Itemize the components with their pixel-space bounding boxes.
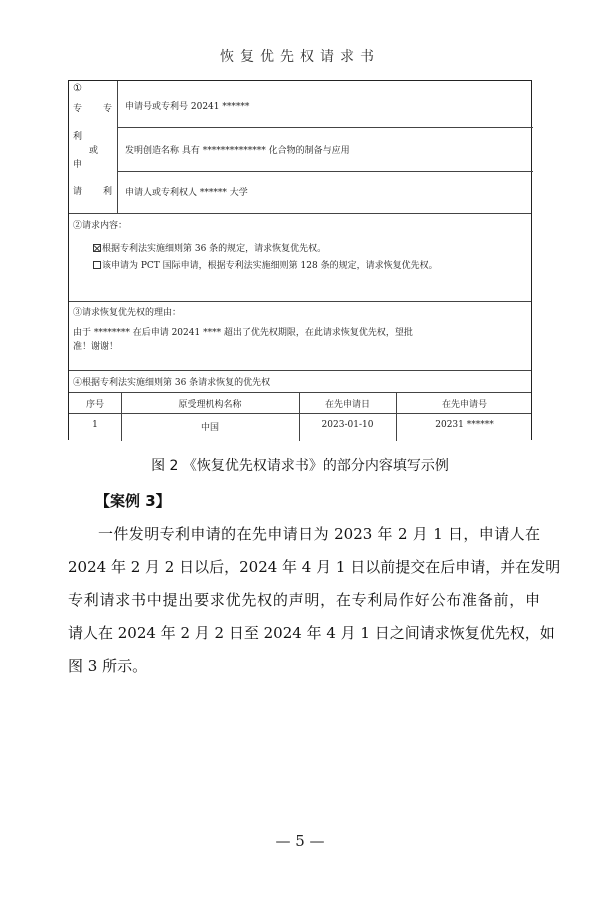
section4-heading: ④根据专利法实施细则第 36 条请求恢复的优先权 xyxy=(73,378,271,388)
table-header-cell: 在先申请日 xyxy=(324,400,370,410)
paragraph-line: 2024 年 2 月 2 日以后，2024 年 4 月 1 日以前提交在后申请，并在发明 xyxy=(68,558,561,576)
section-divider xyxy=(69,213,531,214)
table-cell: 2023-01-10 xyxy=(321,420,374,430)
checked-box-icon xyxy=(93,244,101,252)
section3-heading: ③请求恢复优先权的理由： xyxy=(73,308,182,318)
option-label: 根据专利法实施细则第 36 条的规定，请求恢复优先权。 xyxy=(102,244,327,254)
patent-number-field: 申请号或专利号 20241 ****** xyxy=(125,102,250,112)
table-cell: 中国 xyxy=(200,423,219,433)
table-header-cell: 原受理机构名称 xyxy=(178,400,242,410)
table-header-divider xyxy=(69,413,531,414)
figure-caption: 图 2 《恢复优先权请求书》的部分内容填写示例 xyxy=(151,458,449,474)
section-divider xyxy=(69,370,531,371)
invention-title-field: 发明创造名称 具有 ************** 化合物的制备与应用 xyxy=(125,146,350,156)
table-header-cell: 在先申请号 xyxy=(441,400,487,410)
page-number: — 5 — xyxy=(275,832,325,850)
section2-heading: ②请求内容： xyxy=(73,221,128,231)
reason-text: 由于 ******** 在后申请 20241 **** 超出了优先权期限，在此请求恢复优先权，望批 xyxy=(73,328,413,338)
paragraph-line: 请人在 2024 年 2 月 2 日至 2024 年 4 月 1 日之间请求恢复优先权，如 xyxy=(68,624,555,642)
paragraph-line: 专利请求书中提出要求优先权的声明，在专利局作好公布准备前，申 xyxy=(68,591,540,609)
row-divider xyxy=(117,127,533,128)
reason-text: 准！谢谢！ xyxy=(73,342,119,352)
side-label-char: 请 xyxy=(73,187,83,197)
option-restore-pct-128 xyxy=(93,258,438,271)
option-label: 该申请为 PCT 国际申请，根据专利法实施细则第 128 条的规定，请求恢复优先权。 xyxy=(102,261,438,271)
applicant-field: 申请人或专利权人 ****** 大学 xyxy=(125,188,248,198)
side-label-char: 利 xyxy=(103,187,113,197)
section-divider xyxy=(69,301,531,302)
row-divider xyxy=(117,171,533,172)
side-label-char: 专 xyxy=(103,104,113,114)
paragraph-line: 图 3 所示。 xyxy=(68,657,148,675)
unchecked-box-icon xyxy=(93,261,101,269)
section1-marker: ① xyxy=(73,83,82,94)
table-cell: 1 xyxy=(92,420,98,430)
section-divider xyxy=(69,392,531,393)
table-cell: 20231 ****** xyxy=(435,420,494,430)
side-label-char: 申 xyxy=(73,160,83,170)
case-label: 【案例 3】 xyxy=(95,492,171,510)
side-label-char: 专 xyxy=(73,104,83,114)
side-label-char: 利 xyxy=(73,132,83,142)
option-restore-36 xyxy=(93,241,326,254)
table-header-cell: 序号 xyxy=(85,400,104,410)
section1-divider xyxy=(117,81,118,213)
body-paragraph xyxy=(68,518,561,683)
page-title: 恢复优先权请求书 xyxy=(220,49,380,65)
side-label-char: 或 xyxy=(89,146,99,156)
priority-restoration-form xyxy=(68,80,532,440)
paragraph-line: 一件发明专利申请的在先申请日为 2023 年 2 月 1 日，申请人在 xyxy=(98,525,540,543)
